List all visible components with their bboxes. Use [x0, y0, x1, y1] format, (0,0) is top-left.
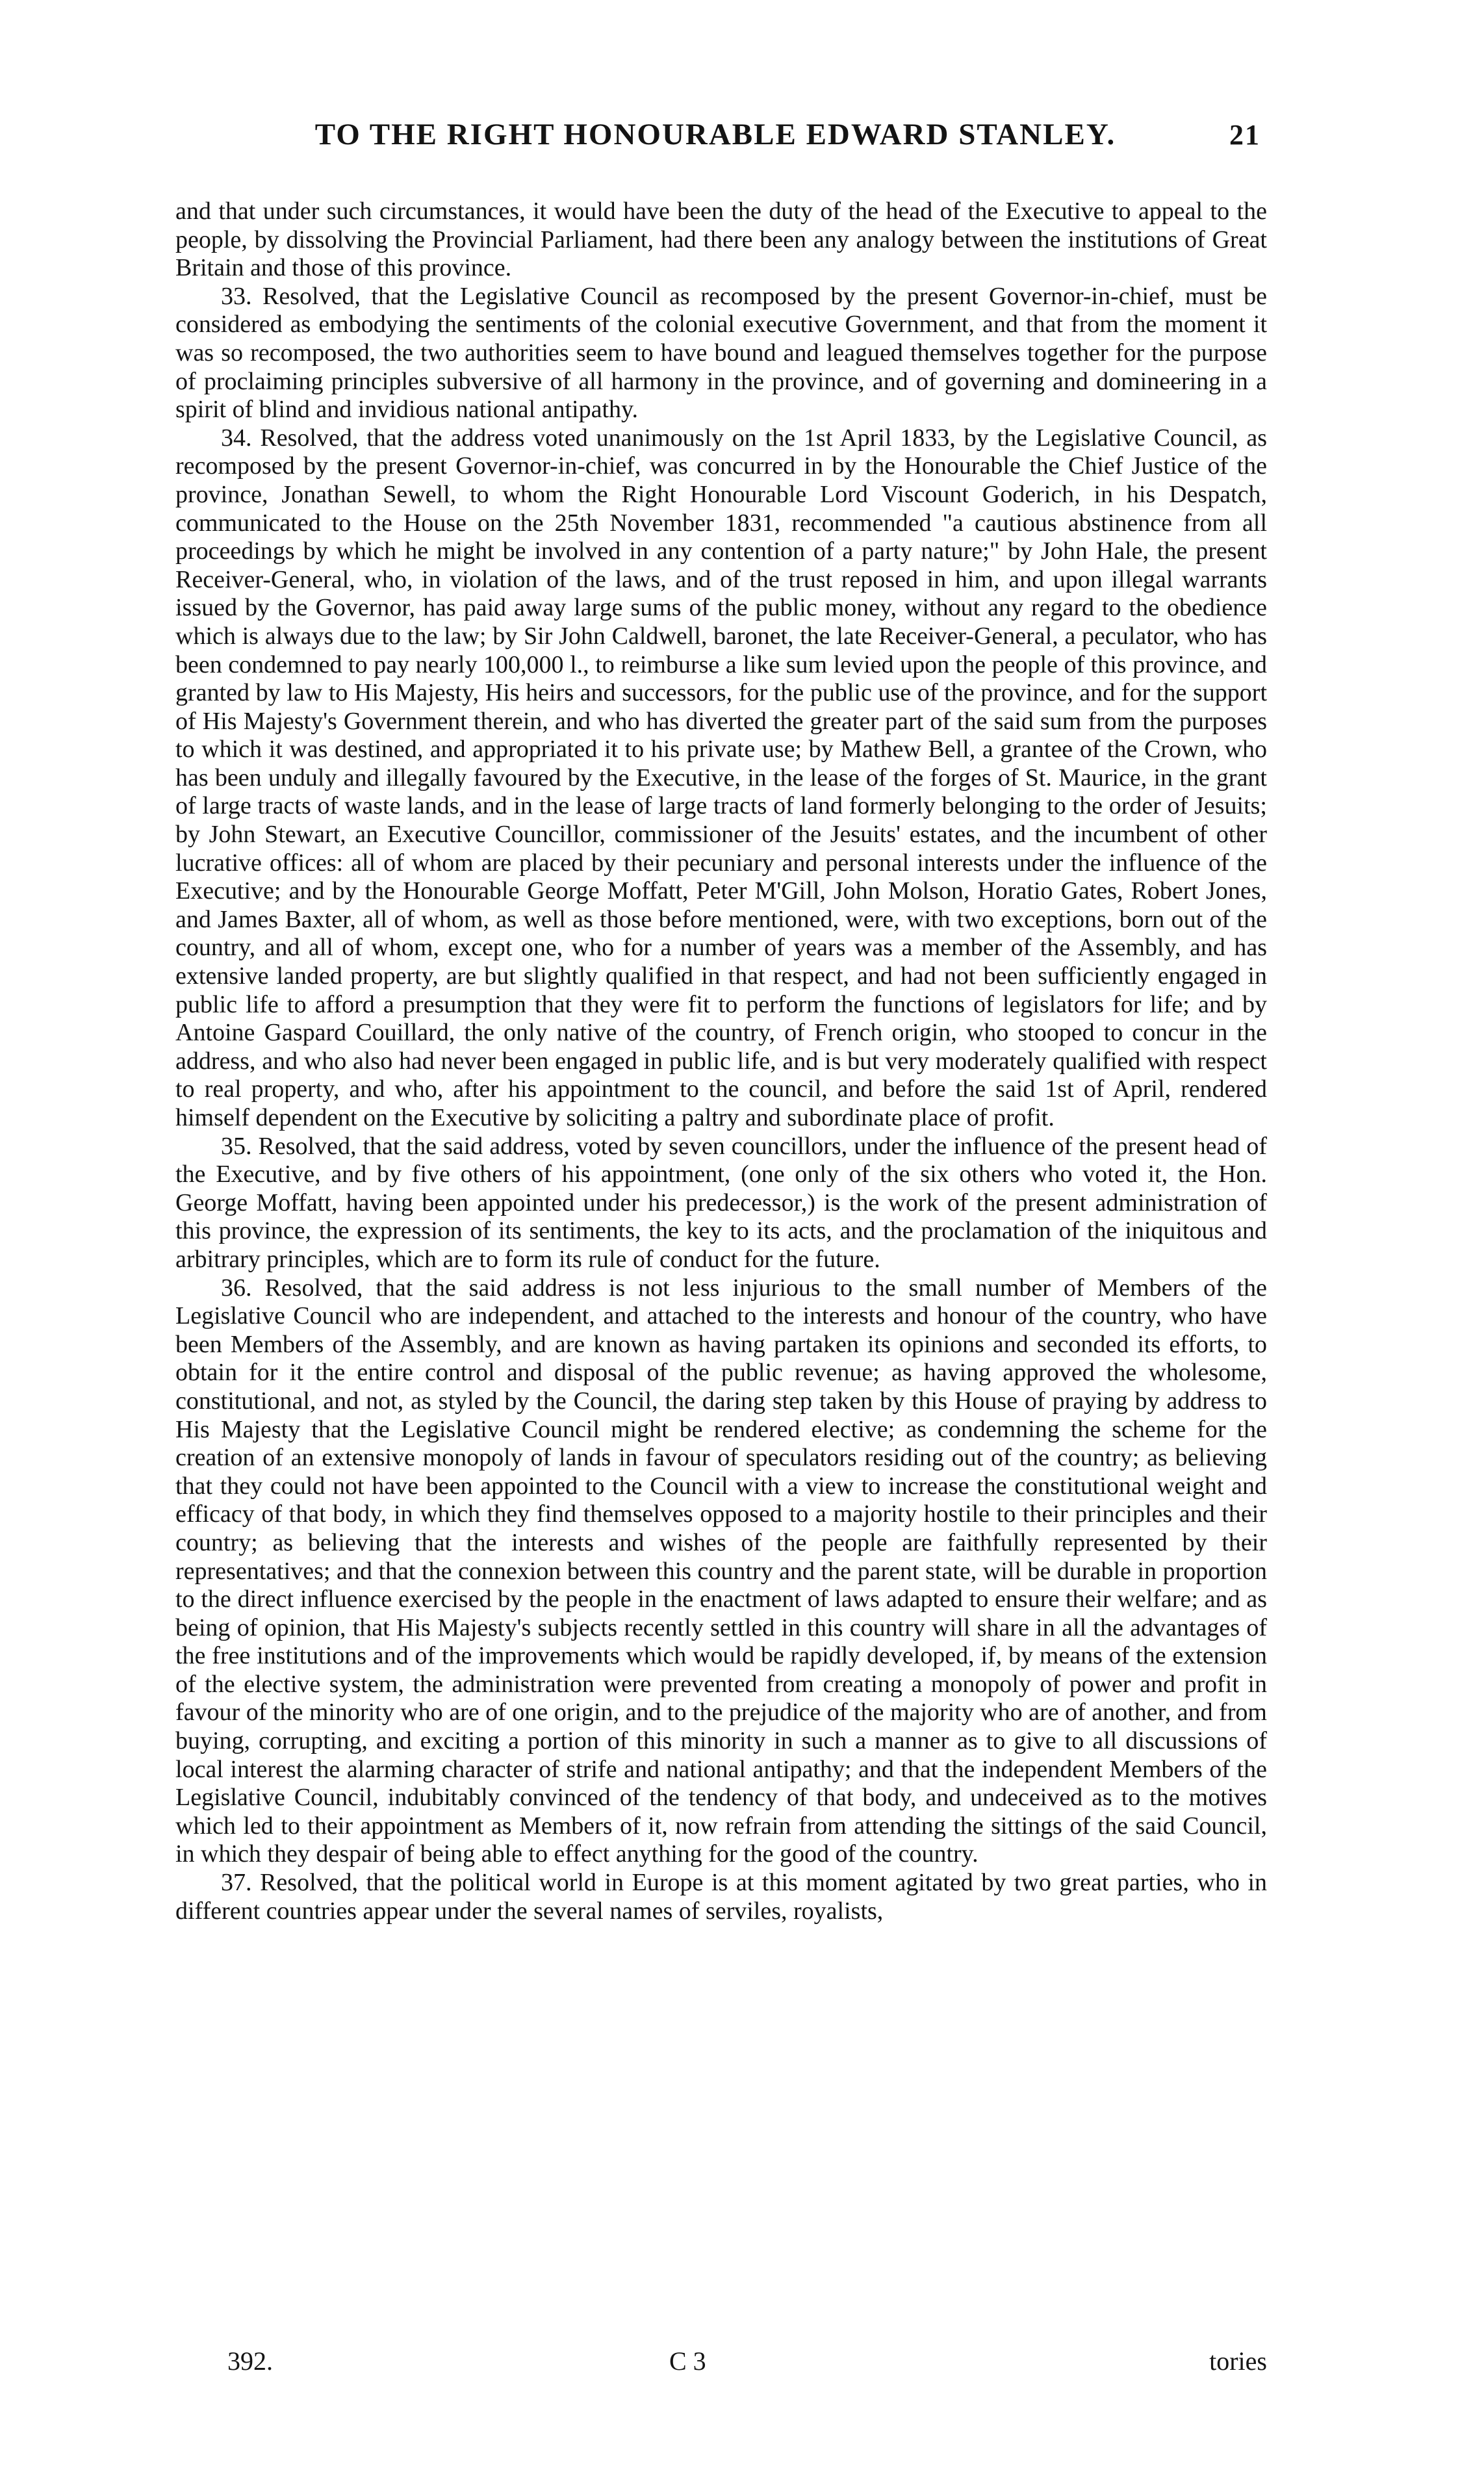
- page-number: 21: [1229, 119, 1260, 151]
- paragraph-resolution-33: 33. Resolved, that the Legislative Council as recomposed by the present Governor-in-chief, must be considered as embodying the sentiments of the colonial executive Government, and that from the moment it was so recomposed, the two authorities seem to have bound and leagued themselves together for the purpose of proclaiming principles subversive of all harmony in the province, and of governing and domineering in a spirit of blind and invidious national antipathy.: [175, 282, 1267, 424]
- running-head: [175, 117, 1267, 175]
- paragraph-resolution-37: 37. Resolved, that the political world in Europe is at this moment agitated by two great parties, who in different countries appear under the several names of serviles, royalists,: [175, 1869, 1267, 1925]
- paragraph-resolution-36: 36. Resolved, that the said address is not less injurious to the small number of Members of the Legislative Council who are independent, and attached to the interests and honour of the country, who have been Members of the Assembly, and are known as having partaken its opinions and seconded its efforts, to obtain for it the entire control and disposal of the public revenue; as having approved the wholesome, constitutional, and not, as styled by the Council, the daring step taken by this House of praying by address to His Majesty that the Legislative Council might be rendered elective; as condemning the scheme for the creation of an extensive monopoly of lands in favour of speculators residing out of the country; as believing that they could not have been appointed to the Council with a view to increase the constitutional weight and efficacy of that body, in which they find themselves opposed to a majority hostile to their principles and their country; as believing that the interests and wishes of the people are faithfully represented by their representatives; and that the connexion between this country and the parent state, will be durable in proportion to the direct influence exercised by the people in the enactment of laws adapted to ensure their welfare; and as being of opinion, that His Majesty's subjects recently settled in this country will share in all the advantages of the free institutions and of the improvements which would be rapidly developed, if, by means of the extension of the elective system, the administration were prevented from creating a monopoly of power and profit in favour of the minority who are of one origin, and to the prejudice of the majority who are of another, and from buying, corrupting, and exciting a portion of this minority in such a manner as to give to all discussions of local interest the alarming character of strife and national antipathy; and that the independent Members of the Legislative Council, indubitably convinced of the tendency of that body, and undeceived as to the motives which led to their appointment as Members of it, now refrain from attending the sittings of the said Council, in which they despair of being able to effect anything for the good of the country.: [175, 1274, 1267, 1868]
- sheet-number: 392.: [227, 2346, 273, 2376]
- body-text: [175, 198, 1267, 1925]
- page-title: TO THE RIGHT HONOURABLE EDWARD STANLEY.: [314, 118, 1116, 151]
- catchword: tories: [1209, 2346, 1267, 2376]
- signature-mark: C 3: [669, 2346, 706, 2376]
- document-page: [175, 117, 1267, 2430]
- page-footer: [175, 2346, 1267, 2376]
- paragraph-resolution-34: 34. Resolved, that the address voted unanimously on the 1st April 1833, by the Legislative Council, as recomposed by the present Governor-in-chief, was concurred in by the Honourable the Chief Justice of the province, Jonathan Sewell, to whom the Right Honourable Lord Viscount Goderich, in his Despatch, communicated to the House on the 25th November 1831, recommended "a cautious abstinence from all proceedings by which he might be involved in any contention of a party nature;" by John Hale, the present Receiver-General, who, in violation of the laws, and of the trust reposed in him, and upon illegal warrants issued by the Governor, has paid away large sums of the public money, without any regard to the obedience which is always due to the law; by Sir John Caldwell, baronet, the late Receiver-General, a peculator, who has been condemned to pay nearly 100,000 l., to reimburse a like sum levied upon the people of this province, and granted by law to His Majesty, His heirs and successors, for the public use of the province, and for the support of His Majesty's Government therein, and who has diverted the greater part of the said sum from the purposes to which it was destined, and appropriated it to his private use; by Mathew Bell, a grantee of the Crown, who has been unduly and illegally favoured by the Executive, in the lease of the forges of St. Maurice, in the grant of large tracts of waste lands, and in the lease of large tracts of land formerly belonging to the order of Jesuits; by John Stewart, an Executive Councillor, commissioner of the Jesuits' estates, and the incumbent of other lucrative offices: all of whom are placed by their pecuniary and personal interests under the influence of the Executive; and by the Honourable George Moffatt, Peter M'Gill, John Molson, Horatio Gates, Robert Jones, and James Baxter, all of whom, as well as those before mentioned, were, with two exceptions, born out of the country, and all of whom, except one, who for a number of years was a member of the Assembly, and has extensive landed property, are but slightly qualified in that respect, and had not been sufficiently engaged in public life to afford a presumption that they were fit to perform the functions of legislators for life; and by Antoine Gaspard Couillard, the only native of the country, of French origin, who stooped to concur in the address, and who also had never been engaged in public life, and is but very moderately qualified with respect to real property, and who, after his appointment to the council, and before the said 1st of April, rendered himself dependent on the Executive by soliciting a paltry and subordinate place of profit.: [175, 424, 1267, 1131]
- paragraph-continuation: and that under such circumstances, it would have been the duty of the head of the Executive to appeal to the people, by dissolving the Provincial Parliament, had there been any analogy between the institutions of Great Britain and those of this province.: [175, 198, 1267, 282]
- paragraph-resolution-35: 35. Resolved, that the said address, voted by seven councillors, under the influence of the present head of the Executive, and by five others of his appointment, (one only of the six others who voted it, the Hon. George Moffatt, having been appointed under his predecessor,) is the work of the present administration of this province, the expression of its sentiments, the key to its acts, and the proclamation of the iniquitous and arbitrary principles, which are to form its rule of conduct for the future.: [175, 1132, 1267, 1273]
